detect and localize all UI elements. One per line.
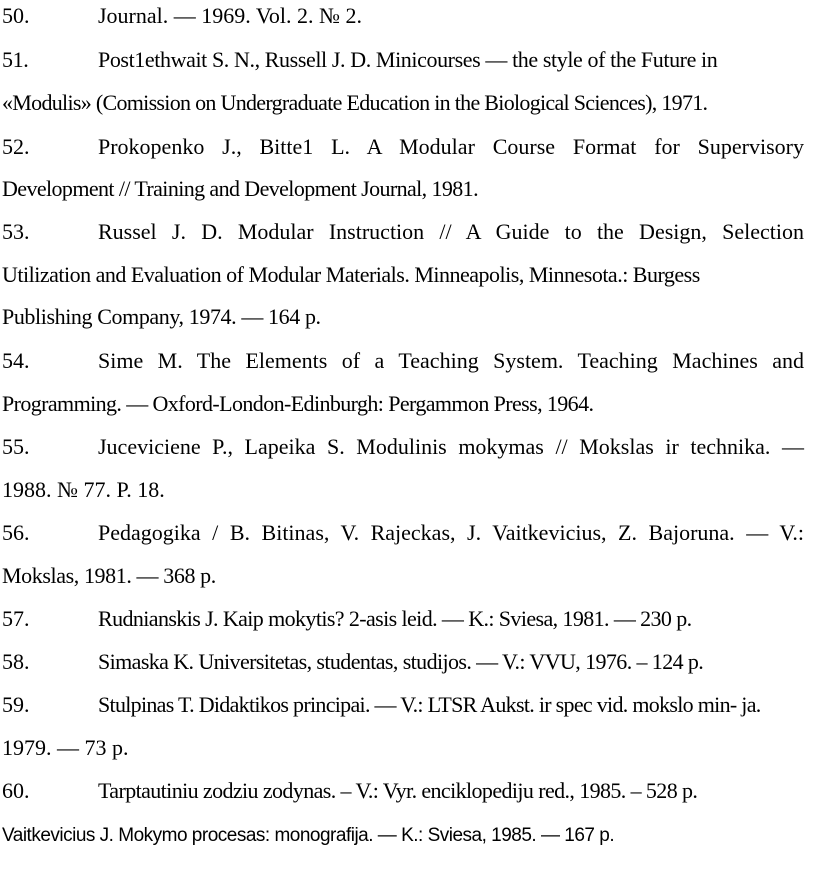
reference-number: 52. (2, 134, 30, 159)
reference-text: Pedagogika / B. Bitinas, V. Rajeckas, J. Vaitkevicius, Z. Bajoruna. — V.: (98, 520, 804, 545)
reference-text: Journal. — 1969. Vol. 2. № 2. (98, 3, 363, 28)
reference-text: «Modulis» (Comission on Undergraduate Education in the Biological Sciences), 1971. (2, 90, 708, 115)
reference-text: Simaska K. Universitetas, studentas, studijos. — V.: VVU, 1976. – 124 p. (98, 649, 704, 674)
reference-57 (2, 606, 804, 632)
reference-number: 60. (2, 778, 30, 803)
reference-51 (2, 47, 804, 73)
reference-text: Juceviciene P., Lapeika S. Modulinis mokymas // Mokslas ir technika. — (98, 434, 804, 459)
reference-text: Programming. — Oxford-London-Edinburgh: Pergammon Press, 1964. (2, 391, 594, 416)
reference-text: Development // Training and Development Journal, 1981. (2, 176, 478, 201)
reference-55 (2, 434, 804, 460)
trailing-reference: Vaitkevicius J. Mokymo procesas: monografija. — K.: Sviesa, 1985. — 167 p. (2, 825, 615, 846)
reference-58 (2, 649, 804, 675)
reference-number: 55. (2, 434, 30, 459)
reference-53-continued (2, 262, 804, 288)
reference-54 (2, 348, 804, 374)
reference-number: 50. (2, 3, 30, 28)
reference-text: Utilization and Evaluation of Modular Materials. Minneapolis, Minnesota.: Burgess (2, 262, 700, 287)
reference-number: 51. (2, 47, 29, 72)
reference-text: Mokslas, 1981. — 368 p. (2, 563, 216, 588)
reference-text: Russel J. D. Modular Instruction // A Guide to the Design, Selection (98, 219, 804, 244)
reference-50 (2, 3, 804, 29)
reference-54-continued (2, 391, 804, 417)
reference-51-continued (2, 90, 804, 116)
reference-text: Sime M. The Elements of a Teaching System. Teaching Machines and (98, 348, 804, 373)
reference-59-continued (2, 735, 804, 761)
reference-text: Post1ethwait S. N., Russell J. D. Minicourses — the style of the Future in (98, 47, 718, 72)
reference-number: 56. (2, 520, 30, 545)
reference-55-continued (2, 477, 804, 503)
reference-number: 54. (2, 348, 30, 373)
reference-52 (2, 134, 804, 160)
reference-number: 57. (2, 606, 30, 631)
reference-text: Tarptautiniu zodziu zodynas. – V.: Vyr. enciklopediju red., 1985. – 528 p. (98, 778, 698, 803)
reference-number: 53. (2, 219, 30, 244)
reference-53-continued-2 (2, 304, 804, 330)
reference-56-continued (2, 563, 804, 589)
reference-56 (2, 520, 804, 546)
reference-text: Publishing Company, 1974. — 164 p. (2, 304, 321, 329)
reference-text: Rudnianskis J. Kaip mokytis? 2-asis leid. — K.: Sviesa, 1981. — 230 p. (98, 606, 692, 631)
reference-60 (2, 778, 804, 804)
reference-text: Stulpinas T. Didaktikos principai. — V.: LTSR Aukst. ir spec vid. mokslo min- ja. (98, 692, 761, 717)
reference-text: 1988. № 77. P. 18. (2, 477, 165, 502)
reference-text: 1979. — 73 p. (2, 735, 129, 760)
reference-number: 58. (2, 649, 30, 674)
reference-number: 59. (2, 692, 30, 717)
reference-text: Prokopenko J., Bitte1 L. A Modular Course Format for Supervisory (98, 134, 804, 159)
reference-53 (2, 219, 804, 245)
reference-59 (2, 692, 804, 718)
reference-52-continued (2, 176, 804, 202)
